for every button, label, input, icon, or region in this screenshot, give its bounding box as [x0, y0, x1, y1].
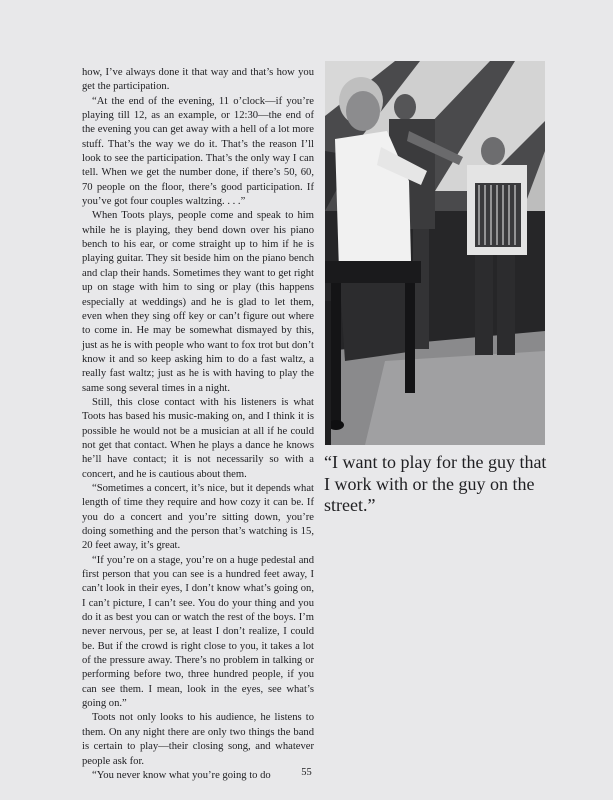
musicians-photo	[325, 61, 545, 445]
paragraph: “At the end of the evening, 11 o’clock—if you’re playing till 12, as an example, or 12:30—the end of the evening you can get away with a hell of a lot more stuff. That’s the way we do it. That’s the reason I’ll look to see the participation. That’s the only way I can tell. When we get the number done, if there’s 50, 60, 70 people on the floor, there’s good participation. If you’ve got four couples waltzing. . . .”	[82, 95, 314, 208]
pull-quote: “I want to play for the guy that I work with or the guy on the street.”	[324, 452, 547, 515]
body-text-column	[82, 66, 314, 783]
paragraph: “Sometimes a concert, it’s nice, but it depends what length of time they require and how cozy it can be. If you do a concert and you’re sitting down, you’re doing something and the person that’s watching is 15, 20 feet away, it’s great.	[82, 482, 314, 552]
paragraph: Still, this close contact with his listeners is what Toots has based his music-making on, and I think it is possible he would not be a musician at all if he could not get that contact. When he plays a dance he knows he’ll have contact; it is not necessarily so with a concert, and he is cautious about them.	[82, 396, 314, 480]
paragraph: Toots not only looks to his audience, he listens to them. On any night there are only two things the band is certain to play—their closing song, and whatever people ask for.	[82, 712, 314, 767]
paragraph: how, I’ve always done it that way and that’s how you get the participation.	[82, 67, 314, 93]
paragraph: “If you’re on a stage, you’re on a huge pedestal and first person that you can see is a hundred feet away, I can’t look in their eyes, I don’t know what’s going on, I can’t picture, I can’t see. You do your thing and you do it as best you can or watch the rest of the boys. I’m never nervous, per se, at least I don’t realize, I could be. But if the crowd is right close to you, it takes a lot of the pressure away. There’s no problem in talking or performing before two, three hundred people, if you can see them. I mean, look in the eyes, see what’s going on.”	[82, 554, 314, 710]
paragraph: When Toots plays, people come and speak to him while he is playing, they bend down over his piano bench to his ear, or come straight up to him if he is playing guitar. They sit beside him on the piano bench and clap their hands. Sometimes they want to get right up on stage with him to sing or play (this happens especially at weddings) and he is glad to let them, even when they sing off key or can’t figure out where to come in. He may be somewhat dismayed by this, just as he is with people who want to fox trot but don’t know it and so keep asking him to do a fast waltz, a really fast waltz; just as he is with having to play the same song several times in a night.	[82, 210, 314, 394]
paragraph: “You never know what you’re going to do	[92, 769, 271, 781]
page-number: 55	[301, 767, 312, 778]
